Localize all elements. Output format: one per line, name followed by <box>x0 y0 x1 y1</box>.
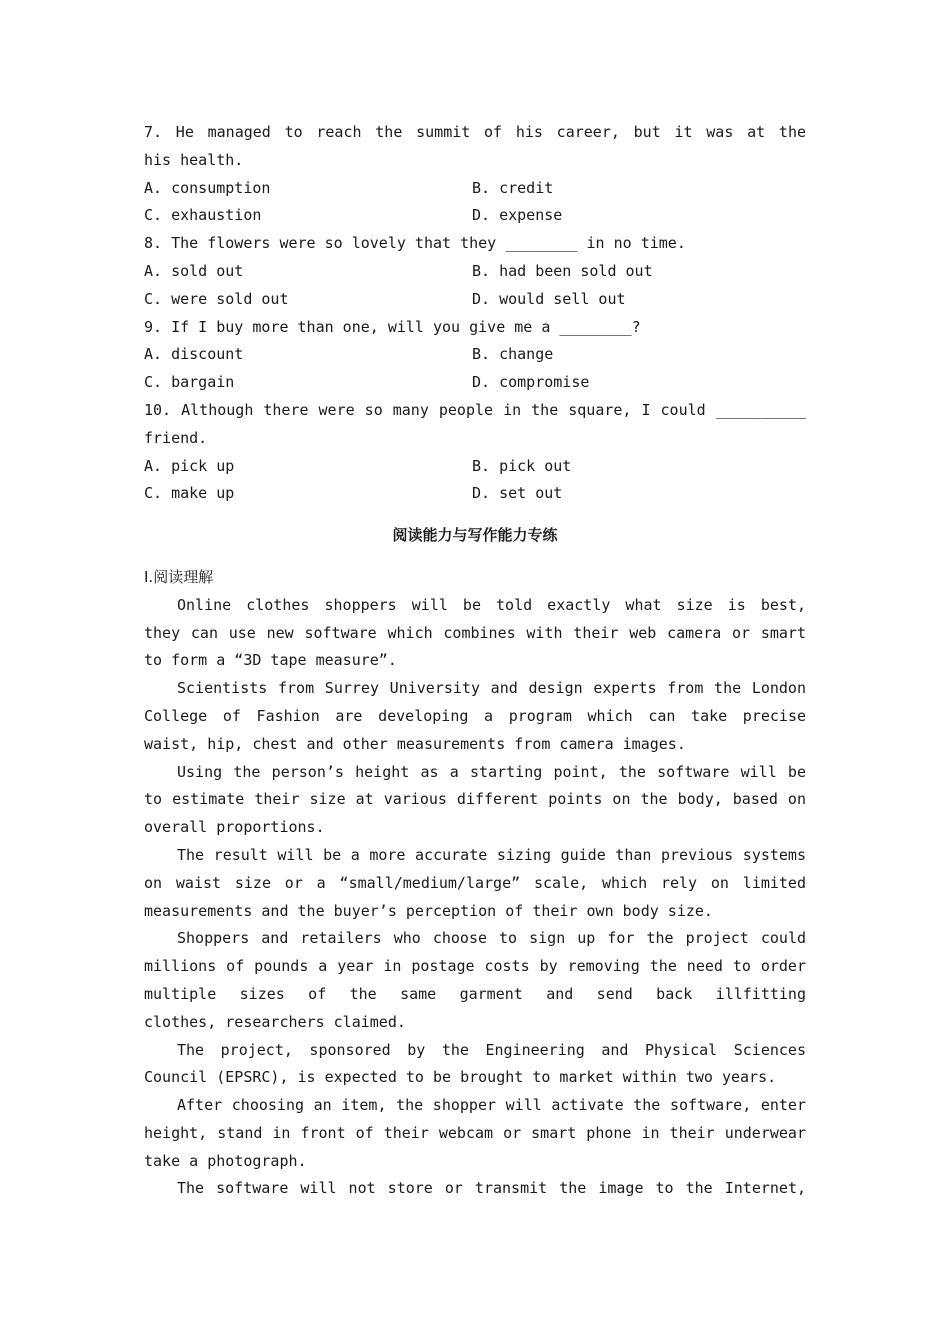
paragraph-line: The software will not store or transmit the image to the Internet, <box>177 1179 806 1198</box>
paragraph-line: waist, hip, chest and other measurements from camera images. <box>144 734 686 753</box>
question-stem-line: 9. If I buy more than one, will you give me a ________? <box>144 317 641 336</box>
option-row <box>144 175 806 203</box>
paragraph-line: multiple sizes of the same garment and send back illfitting <box>144 984 806 1003</box>
paragraph-4 <box>144 842 806 925</box>
option-b: B. pick out <box>472 456 572 475</box>
paragraph-line: The project, sponsored by the Engineering and Physical Sciences <box>177 1040 806 1059</box>
paragraph-line: College of Fashion are developing a program which can take precise <box>144 706 806 725</box>
paragraph-line: take a photograph. <box>144 1151 307 1170</box>
section-title: 阅读能力与写作能力专练 <box>392 526 558 545</box>
option-row <box>144 453 806 481</box>
paragraph-line: height, stand in front of their webcam or smart phone in their underwear <box>144 1123 806 1142</box>
paragraph-3 <box>144 759 806 842</box>
paragraph-line: Online clothes shoppers will be told exactly what size is best, <box>177 595 806 614</box>
option-d: D. expense <box>472 206 563 225</box>
question-8 <box>144 230 806 313</box>
option-c: C. make up <box>144 484 235 503</box>
option-a: A. pick up <box>144 456 235 475</box>
paragraph-line: on waist size or a “small/medium/large” scale, which rely on limited <box>144 873 806 892</box>
question-9 <box>144 314 806 397</box>
option-b: B. credit <box>472 178 554 197</box>
option-d: D. compromise <box>472 373 590 392</box>
question-stem-line: 7. He managed to reach the summit of his career, but it was at the <box>144 123 806 141</box>
passage <box>144 592 806 1204</box>
paragraph-line: Using the person’s height as a starting point, the software will be <box>177 762 806 781</box>
option-a: A. discount <box>144 345 244 364</box>
paragraph-5 <box>144 925 806 1036</box>
part-label: Ⅰ.阅读理解 <box>144 567 214 586</box>
option-a: A. sold out <box>144 261 244 280</box>
option-d: D. set out <box>472 484 563 503</box>
option-c: C. exhaustion <box>144 206 262 225</box>
option-c: C. were sold out <box>144 289 289 308</box>
document-content <box>144 119 806 1203</box>
question-stem-line: 8. The flowers were so lovely that they ________ in no time. <box>144 234 686 253</box>
paragraph-6 <box>144 1037 806 1093</box>
option-a: A. consumption <box>144 178 271 197</box>
paragraph-line: measurements and the buyer’s perception of their own body size. <box>144 901 713 920</box>
paragraph-line: overall proportions. <box>144 818 325 837</box>
paragraph-2 <box>144 675 806 758</box>
paragraph-line: to form a “3D tape measure”. <box>144 651 397 670</box>
question-10 <box>144 397 806 508</box>
paragraph-line: The result will be a more accurate sizing guide than previous systems <box>177 845 806 864</box>
paragraph-7 <box>144 1092 806 1175</box>
paragraph-line: millions of pounds a year in postage costs by removing the need to order <box>144 957 806 976</box>
option-row <box>144 202 806 230</box>
option-b: B. change <box>472 345 554 364</box>
paragraph-line: Shoppers and retailers who choose to sign up for the project could <box>177 929 806 948</box>
option-row <box>144 369 806 397</box>
option-row <box>144 341 806 369</box>
paragraph-line: Council (EPSRC), is expected to be brought to market within two years. <box>144 1068 777 1087</box>
option-row <box>144 480 806 508</box>
paragraph-8 <box>144 1175 806 1203</box>
option-c: C. bargain <box>144 373 235 392</box>
option-row <box>144 258 806 286</box>
question-stem-line: 10. Although there were so many people in the square, I could __________ <box>144 400 806 419</box>
paragraph-line: clothes, researchers claimed. <box>144 1012 406 1031</box>
question-stem-line: friend. <box>144 428 208 447</box>
option-d: D. would sell out <box>472 289 626 308</box>
paragraph-line: After choosing an item, the shopper will activate the software, enter <box>177 1096 806 1115</box>
option-b: B. had been sold out <box>472 261 653 280</box>
question-stem-line: his health. <box>144 150 244 169</box>
paragraph-line: Scientists from Surrey University and design experts from the London <box>177 679 806 698</box>
option-row <box>144 286 806 314</box>
paragraph-line: they can use new software which combines with their web camera or smart <box>144 623 806 642</box>
paragraph-line: to estimate their size at various different points on the body, based on <box>144 790 806 809</box>
paragraph-1 <box>144 592 806 675</box>
question-7 <box>144 119 806 230</box>
